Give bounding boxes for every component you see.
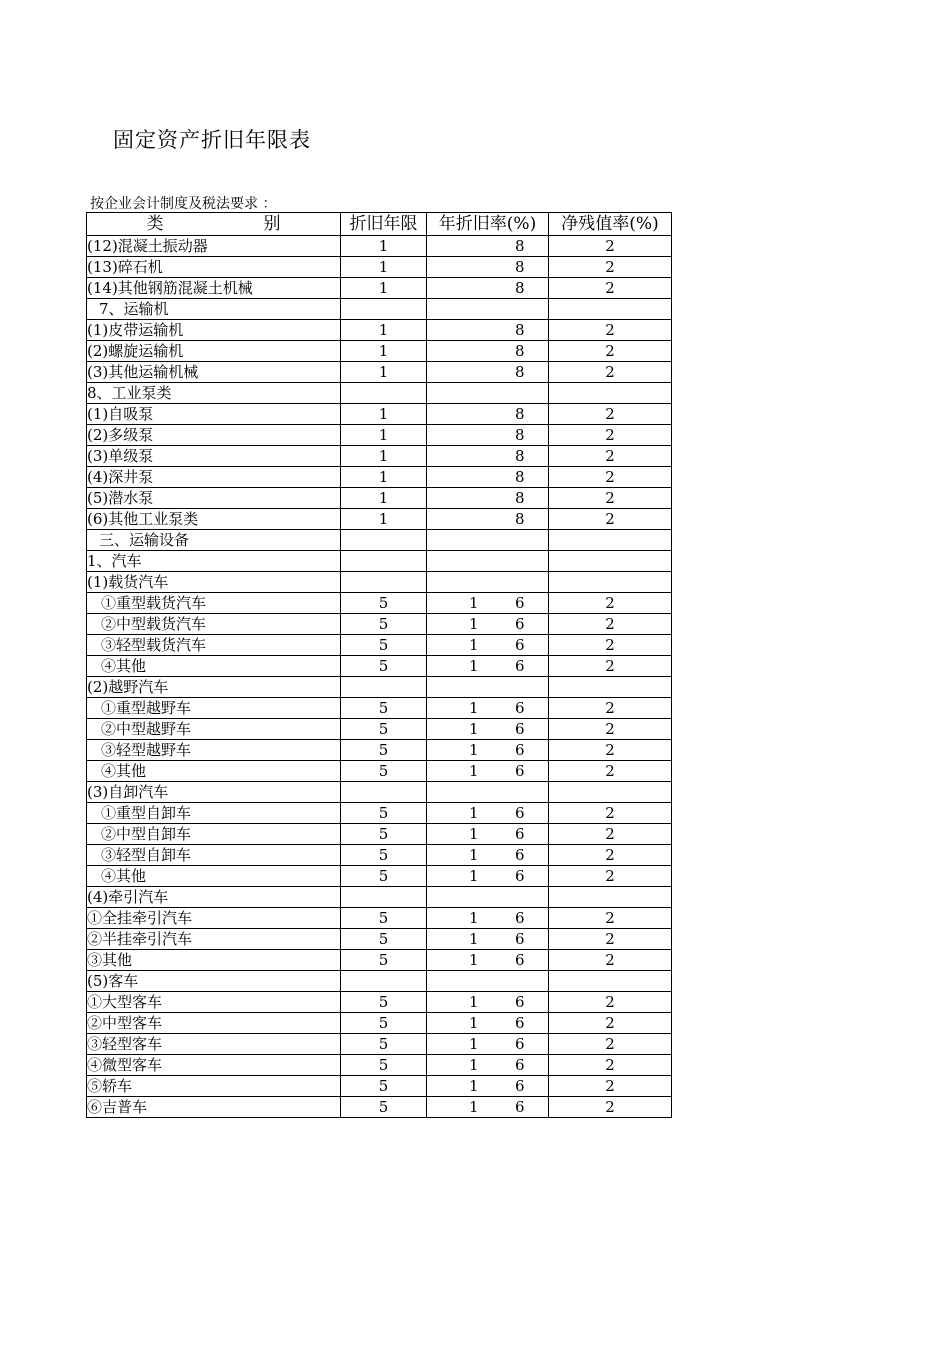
table-row <box>87 803 672 824</box>
row-category: ③轻型载货汽车 <box>87 635 341 656</box>
header-residual: 净残值率(%) <box>549 213 672 236</box>
row-rate <box>427 404 549 425</box>
row-residual: 2 <box>549 341 672 362</box>
row-rate-digit-a: 1 <box>469 846 479 864</box>
table-body <box>87 236 672 1118</box>
row-rate <box>427 614 549 635</box>
table-row <box>87 509 672 530</box>
row-category: ③轻型自卸车 <box>87 845 341 866</box>
row-rate-digit-b: 6 <box>515 615 525 633</box>
row-years: 1 <box>341 404 427 425</box>
row-residual: 2 <box>549 866 672 887</box>
row-residual <box>549 677 672 698</box>
row-category: (4)牵引汽车 <box>87 887 341 908</box>
table-row <box>87 593 672 614</box>
row-residual: 2 <box>549 278 672 299</box>
row-years: 5 <box>341 1076 427 1097</box>
row-rate-digit-b: 8 <box>515 447 525 465</box>
row-residual <box>549 887 672 908</box>
row-rate-digit-b: 8 <box>515 510 525 528</box>
row-category: ④其他 <box>87 866 341 887</box>
row-category: (13)碎石机 <box>87 257 341 278</box>
row-residual: 2 <box>549 1097 672 1118</box>
row-residual: 2 <box>549 593 672 614</box>
header-category-a: 类 <box>146 214 164 234</box>
page-title: 固定资产折旧年限表 <box>113 128 311 152</box>
header-rate: 年折旧率(%) <box>427 213 549 236</box>
row-years: 5 <box>341 803 427 824</box>
row-residual: 2 <box>549 404 672 425</box>
row-rate <box>427 383 549 404</box>
row-rate-digit-a: 1 <box>469 762 479 780</box>
row-residual: 2 <box>549 236 672 257</box>
row-rate-digit-b: 8 <box>515 321 525 339</box>
row-residual <box>549 782 672 803</box>
row-years: 5 <box>341 1097 427 1118</box>
table-row <box>87 404 672 425</box>
row-residual <box>549 299 672 320</box>
row-years <box>341 782 427 803</box>
row-years <box>341 383 427 404</box>
row-category: (2)螺旋运输机 <box>87 341 341 362</box>
table-row <box>87 719 672 740</box>
row-rate <box>427 971 549 992</box>
row-years: 5 <box>341 593 427 614</box>
row-rate <box>427 950 549 971</box>
row-rate <box>427 1076 549 1097</box>
table-row <box>87 740 672 761</box>
row-rate <box>427 488 549 509</box>
row-residual <box>549 530 672 551</box>
row-rate <box>427 677 549 698</box>
table-row <box>87 950 672 971</box>
table-row <box>87 299 672 320</box>
table-row <box>87 971 672 992</box>
row-rate-digit-a: 1 <box>469 1077 479 1095</box>
row-rate-digit-b: 8 <box>515 363 525 381</box>
row-category: ④其他 <box>87 656 341 677</box>
row-residual: 2 <box>549 635 672 656</box>
row-rate <box>427 509 549 530</box>
row-residual: 2 <box>549 1055 672 1076</box>
depreciation-table <box>86 212 672 1118</box>
table-row <box>87 257 672 278</box>
row-category: ①全挂牵引汽车 <box>87 908 341 929</box>
row-rate <box>427 551 549 572</box>
row-residual: 2 <box>549 803 672 824</box>
header-category <box>87 213 341 236</box>
row-rate <box>427 803 549 824</box>
row-residual: 2 <box>549 719 672 740</box>
table-row <box>87 614 672 635</box>
row-residual <box>549 572 672 593</box>
row-years: 1 <box>341 257 427 278</box>
row-residual: 2 <box>549 320 672 341</box>
row-category: ③轻型越野车 <box>87 740 341 761</box>
row-rate <box>427 446 549 467</box>
table-row <box>87 698 672 719</box>
row-years: 1 <box>341 509 427 530</box>
row-rate-digit-b: 6 <box>515 1056 525 1074</box>
row-rate-digit-a: 1 <box>469 804 479 822</box>
row-rate-digit-a: 1 <box>469 741 479 759</box>
table-row <box>87 1034 672 1055</box>
table-row <box>87 887 672 908</box>
row-rate <box>427 908 549 929</box>
row-category: (3)自卸汽车 <box>87 782 341 803</box>
row-years: 5 <box>341 908 427 929</box>
row-rate-digit-b: 6 <box>515 846 525 864</box>
row-years: 1 <box>341 488 427 509</box>
row-rate <box>427 698 549 719</box>
table-row <box>87 1097 672 1118</box>
row-residual: 2 <box>549 425 672 446</box>
row-category: ②中型自卸车 <box>87 824 341 845</box>
row-rate-digit-b: 6 <box>515 909 525 927</box>
row-rate-digit-b: 6 <box>515 1077 525 1095</box>
table-row <box>87 341 672 362</box>
row-rate-digit-b: 6 <box>515 741 525 759</box>
row-years: 5 <box>341 761 427 782</box>
row-category: ①大型客车 <box>87 992 341 1013</box>
table-row <box>87 467 672 488</box>
row-years: 1 <box>341 362 427 383</box>
row-years <box>341 299 427 320</box>
row-rate-digit-b: 6 <box>515 993 525 1011</box>
row-years: 1 <box>341 425 427 446</box>
table-row <box>87 656 672 677</box>
row-rate-digit-b: 8 <box>515 342 525 360</box>
row-rate <box>427 866 549 887</box>
row-years: 1 <box>341 320 427 341</box>
row-rate-digit-b: 6 <box>515 867 525 885</box>
table-row <box>87 635 672 656</box>
row-rate-digit-b: 6 <box>515 951 525 969</box>
row-rate <box>427 278 549 299</box>
row-residual: 2 <box>549 488 672 509</box>
row-years: 5 <box>341 719 427 740</box>
row-residual <box>549 971 672 992</box>
header-years: 折旧年限 <box>341 213 427 236</box>
row-rate-digit-a: 1 <box>469 699 479 717</box>
table-row <box>87 677 672 698</box>
row-years: 5 <box>341 1034 427 1055</box>
row-category: ④其他 <box>87 761 341 782</box>
row-category: ②半挂牵引汽车 <box>87 929 341 950</box>
row-rate <box>427 299 549 320</box>
row-years: 5 <box>341 1013 427 1034</box>
row-years: 1 <box>341 341 427 362</box>
row-rate-digit-b: 6 <box>515 804 525 822</box>
row-category: 8、工业泵类 <box>87 383 341 404</box>
row-rate <box>427 761 549 782</box>
row-rate <box>427 635 549 656</box>
row-rate-digit-b: 8 <box>515 258 525 276</box>
row-category: (6)其他工业泵类 <box>87 509 341 530</box>
table-row <box>87 866 672 887</box>
row-residual <box>549 383 672 404</box>
row-rate <box>427 782 549 803</box>
row-rate <box>427 593 549 614</box>
row-residual: 2 <box>549 467 672 488</box>
row-category: (12)混凝土振动器 <box>87 236 341 257</box>
row-rate-digit-a: 1 <box>469 1014 479 1032</box>
row-rate-digit-a: 1 <box>469 951 479 969</box>
row-residual: 2 <box>549 761 672 782</box>
row-residual: 2 <box>549 698 672 719</box>
row-rate <box>427 362 549 383</box>
row-years: 5 <box>341 740 427 761</box>
row-category: (3)其他运输机械 <box>87 362 341 383</box>
row-years: 5 <box>341 656 427 677</box>
row-category: (5)客车 <box>87 971 341 992</box>
row-rate-digit-b: 8 <box>515 237 525 255</box>
header-category-b: 别 <box>263 214 281 234</box>
row-rate-digit-b: 8 <box>515 405 525 423</box>
table-row <box>87 425 672 446</box>
row-rate-digit-b: 8 <box>515 426 525 444</box>
row-residual: 2 <box>549 929 672 950</box>
table-row <box>87 1076 672 1097</box>
table-row <box>87 992 672 1013</box>
row-rate-digit-a: 1 <box>469 993 479 1011</box>
row-rate-digit-a: 1 <box>469 720 479 738</box>
row-residual: 2 <box>549 656 672 677</box>
row-rate <box>427 530 549 551</box>
row-rate-digit-b: 8 <box>515 489 525 507</box>
row-years <box>341 887 427 908</box>
row-category: ③其他 <box>87 950 341 971</box>
row-rate <box>427 992 549 1013</box>
table-row <box>87 362 672 383</box>
row-rate <box>427 341 549 362</box>
row-rate-digit-b: 6 <box>515 657 525 675</box>
row-category: ①重型载货汽车 <box>87 593 341 614</box>
row-residual: 2 <box>549 257 672 278</box>
row-rate <box>427 824 549 845</box>
row-years: 1 <box>341 467 427 488</box>
row-rate-digit-b: 6 <box>515 594 525 612</box>
row-years: 1 <box>341 446 427 467</box>
row-rate-digit-b: 8 <box>515 279 525 297</box>
row-residual: 2 <box>549 992 672 1013</box>
row-residual: 2 <box>549 908 672 929</box>
row-category: 三、运输设备 <box>87 530 341 551</box>
row-years: 5 <box>341 614 427 635</box>
table-row <box>87 488 672 509</box>
row-rate-digit-a: 1 <box>469 909 479 927</box>
row-years: 5 <box>341 929 427 950</box>
row-residual: 2 <box>549 1013 672 1034</box>
row-years: 5 <box>341 992 427 1013</box>
row-years: 1 <box>341 278 427 299</box>
row-rate-digit-a: 1 <box>469 867 479 885</box>
table-row <box>87 1055 672 1076</box>
row-rate-digit-b: 6 <box>515 1014 525 1032</box>
row-category: ①重型越野车 <box>87 698 341 719</box>
row-category: (1)自吸泵 <box>87 404 341 425</box>
row-residual: 2 <box>549 824 672 845</box>
row-years: 5 <box>341 698 427 719</box>
row-residual: 2 <box>549 362 672 383</box>
row-residual <box>549 551 672 572</box>
table-row <box>87 761 672 782</box>
row-residual: 2 <box>549 740 672 761</box>
row-years: 5 <box>341 1055 427 1076</box>
row-category: ③轻型客车 <box>87 1034 341 1055</box>
table-row <box>87 551 672 572</box>
row-rate <box>427 887 549 908</box>
row-category: (1)皮带运输机 <box>87 320 341 341</box>
row-years <box>341 572 427 593</box>
row-rate-digit-b: 6 <box>515 825 525 843</box>
row-residual: 2 <box>549 1076 672 1097</box>
row-residual: 2 <box>549 950 672 971</box>
row-category: (2)多级泵 <box>87 425 341 446</box>
row-residual: 2 <box>549 614 672 635</box>
table-caption: 按企业会计制度及税法要求 ： <box>90 196 277 212</box>
row-rate-digit-a: 1 <box>469 1098 479 1116</box>
row-rate-digit-b: 6 <box>515 762 525 780</box>
row-residual: 2 <box>549 845 672 866</box>
row-rate-digit-b: 6 <box>515 699 525 717</box>
row-rate-digit-a: 1 <box>469 825 479 843</box>
row-rate-digit-b: 6 <box>515 1035 525 1053</box>
row-rate <box>427 467 549 488</box>
row-category: (14)其他钢筋混凝土机械 <box>87 278 341 299</box>
row-category: 1、汽车 <box>87 551 341 572</box>
row-category: ②中型客车 <box>87 1013 341 1034</box>
row-rate <box>427 320 549 341</box>
row-rate-digit-b: 6 <box>515 1098 525 1116</box>
row-rate <box>427 1055 549 1076</box>
table-row <box>87 845 672 866</box>
row-rate-digit-b: 6 <box>515 930 525 948</box>
row-category: (3)单级泵 <box>87 446 341 467</box>
row-category: 7、运输机 <box>87 299 341 320</box>
row-rate-digit-b: 8 <box>515 468 525 486</box>
row-rate <box>427 929 549 950</box>
row-category: (5)潜水泵 <box>87 488 341 509</box>
row-residual: 2 <box>549 1034 672 1055</box>
row-rate <box>427 719 549 740</box>
row-years: 5 <box>341 950 427 971</box>
row-category: ⑤轿车 <box>87 1076 341 1097</box>
row-category: ①重型自卸车 <box>87 803 341 824</box>
row-rate <box>427 845 549 866</box>
row-category: ②中型越野车 <box>87 719 341 740</box>
row-rate <box>427 1034 549 1055</box>
row-years: 5 <box>341 845 427 866</box>
table-row <box>87 236 672 257</box>
table-row <box>87 320 672 341</box>
table-row <box>87 446 672 467</box>
row-rate-digit-a: 1 <box>469 930 479 948</box>
row-years <box>341 971 427 992</box>
row-rate <box>427 656 549 677</box>
row-rate-digit-b: 6 <box>515 636 525 654</box>
row-category: (4)深井泵 <box>87 467 341 488</box>
row-rate <box>427 1013 549 1034</box>
row-rate-digit-b: 6 <box>515 720 525 738</box>
row-years <box>341 551 427 572</box>
row-category: ④微型客车 <box>87 1055 341 1076</box>
row-rate-digit-a: 1 <box>469 594 479 612</box>
table-row <box>87 908 672 929</box>
row-category: (1)载货汽车 <box>87 572 341 593</box>
row-rate-digit-a: 1 <box>469 657 479 675</box>
table-row <box>87 572 672 593</box>
row-rate-digit-a: 1 <box>469 615 479 633</box>
row-category: ⑥吉普车 <box>87 1097 341 1118</box>
row-rate <box>427 572 549 593</box>
table-row <box>87 278 672 299</box>
table-row <box>87 530 672 551</box>
row-years <box>341 677 427 698</box>
row-rate-digit-a: 1 <box>469 1056 479 1074</box>
table-row <box>87 929 672 950</box>
row-rate <box>427 257 549 278</box>
row-years: 5 <box>341 866 427 887</box>
header-row <box>87 213 672 236</box>
row-residual: 2 <box>549 509 672 530</box>
row-rate <box>427 740 549 761</box>
row-rate <box>427 236 549 257</box>
row-category: ②中型载货汽车 <box>87 614 341 635</box>
row-years: 5 <box>341 824 427 845</box>
table-row <box>87 383 672 404</box>
row-rate <box>427 1097 549 1118</box>
row-category: (2)越野汽车 <box>87 677 341 698</box>
row-residual: 2 <box>549 446 672 467</box>
table-row <box>87 824 672 845</box>
table-row <box>87 782 672 803</box>
row-years <box>341 530 427 551</box>
row-rate-digit-a: 1 <box>469 1035 479 1053</box>
row-rate-digit-a: 1 <box>469 636 479 654</box>
row-rate <box>427 425 549 446</box>
row-years: 1 <box>341 236 427 257</box>
table-row <box>87 1013 672 1034</box>
row-years: 5 <box>341 635 427 656</box>
